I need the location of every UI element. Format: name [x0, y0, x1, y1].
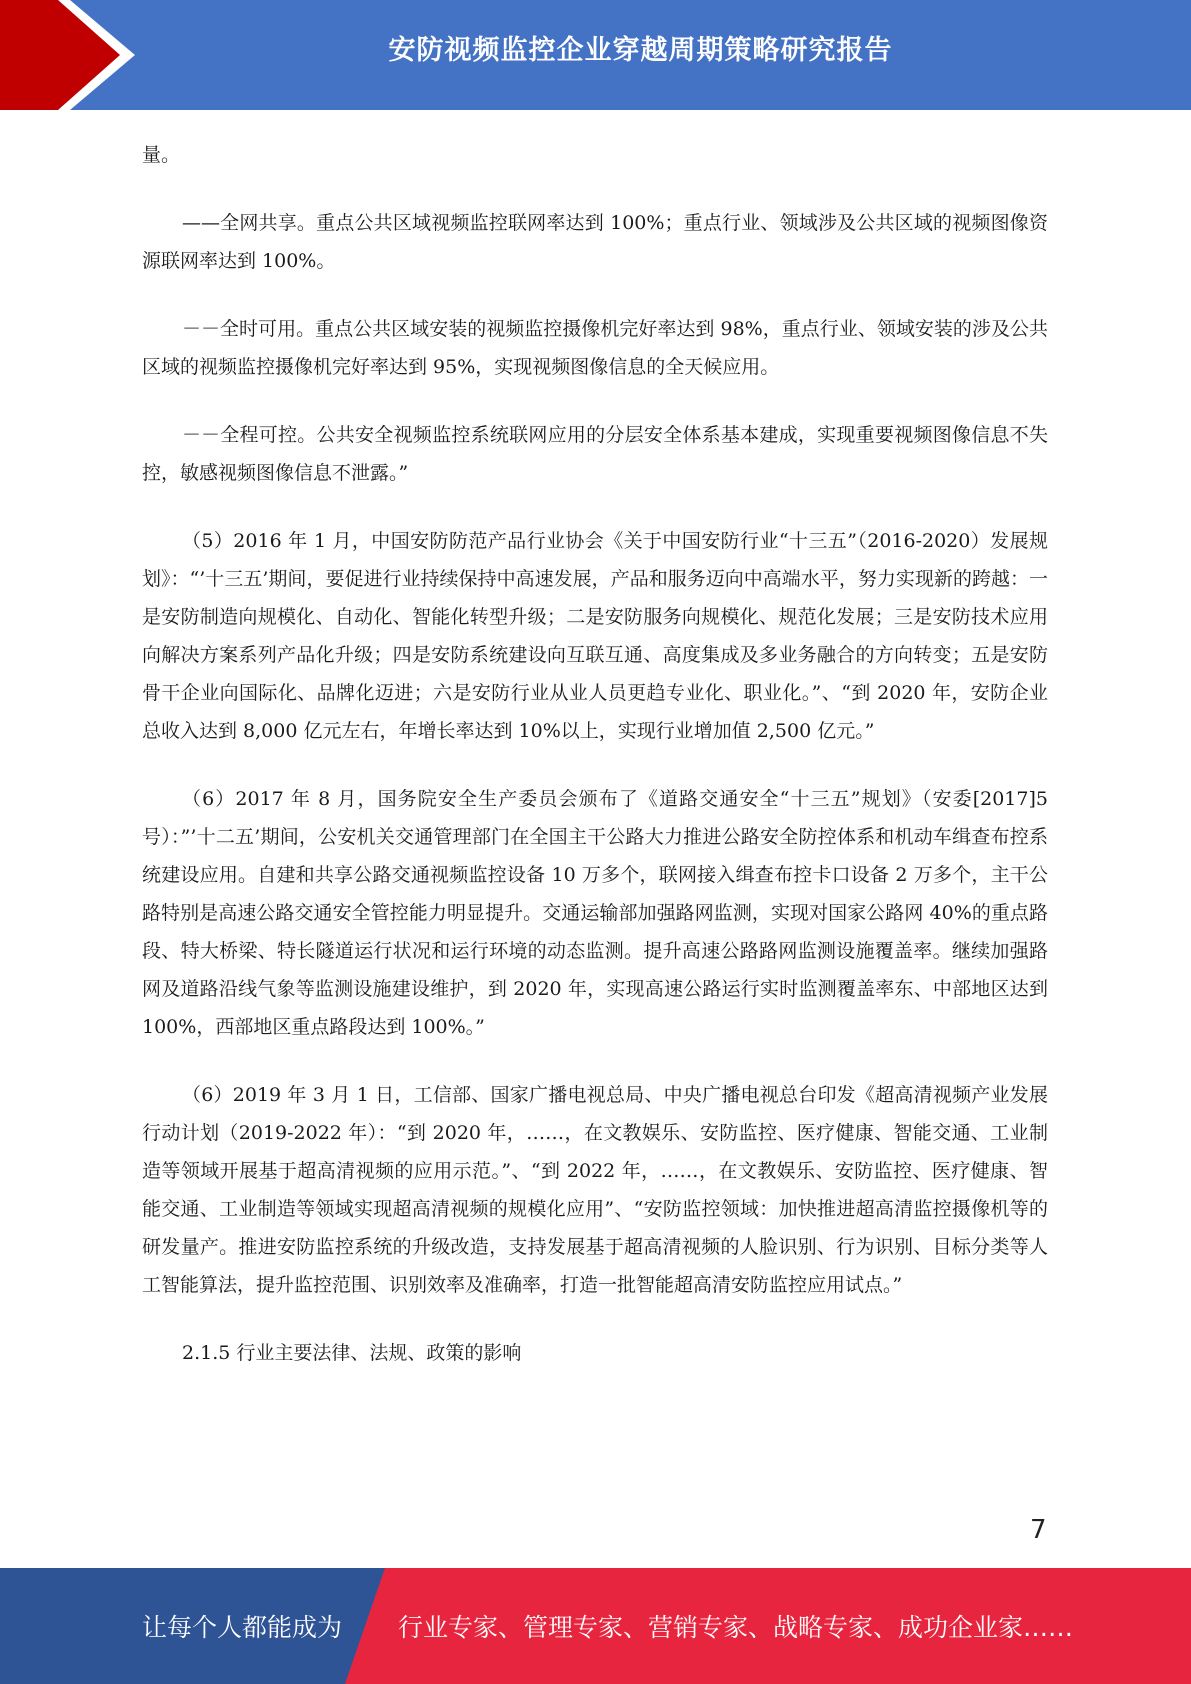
page-header — [0, 0, 1191, 110]
paragraph: （5）2016 年 1 月，中国安防防范产品行业协会《关于中国安防行业“十三五”（2016-2020）发展规划》：“’十三五’期间，要促进行业持续保持中高速发展，产品和服务迈向中高端水平，努力实现新的跨越：一是安防制造向规模化、自动化、智能化转型升级；二是安防服务向规模化、规范化发展；三是安防技术应用向解决方案系列产品化升级；四是安防系统建设向互联互通、高度集成及多业务融合的方向转变；五是安防骨干企业向国际化、品牌化迈进；六是安防行业从业人员更趋专业化、职业化。”、“到 2020 年，安防企业总收入达到 8,000 亿元左右，年增长率达到 10%以上，实现行业增加值 2,500 亿元。” — [142, 530, 1048, 742]
paragraph: 量。 — [142, 144, 181, 166]
footer-slogan-right: 行业专家、管理专家、营销专家、战略专家、成功企业家…… — [398, 1613, 1074, 1642]
report-title: 安防视频监控企业穿越周期策略研究报告 — [388, 35, 893, 66]
chevron-icon — [0, 0, 150, 110]
paragraph: （6）2017 年 8 月，国务院安全生产委员会颁布了《道路交通安全“十三五”规划》（安委[2017]5 号）：”’十二五’期间，公安机关交通管理部门在全国主干公路大力推进公路安全防控体系和机动车缉查布控系统建设应用。自建和共享公路交通视频监控设备 10 万多个，联网接入缉查布控卡口设备 2 万多个，主干公路特别是高速公路交通安全管控能力明显提升。交通运输部加强路网监测，实现对国家公路网 40%的重点路段、特大桥梁、特长隧道运行状况和运行环境的动态监测。提升高速公路路网监测设施覆盖率。继续加强路网及道路沿线气象等监测设施建设维护，到 2020 年，实现高速公路运行实时监测覆盖率东、中部地区达到 100%，西部地区重点路段达到 100%。” — [142, 788, 1048, 1038]
document-body — [142, 136, 1048, 1372]
section-heading: 2.1.5 行业主要法律、法规、政策的影响 — [182, 1342, 522, 1364]
paragraph: －－全时可用。重点公共区域安装的视频监控摄像机完好率达到 98%，重点行业、领域安装的涉及公共区域的视频监控摄像机完好率达到 95%，实现视频图像信息的全天候应用。 — [142, 318, 1048, 378]
paragraph: ——全网共享。重点公共区域视频监控联网率达到 100%；重点行业、领域涉及公共区域的视频图像资源联网率达到 100%。 — [142, 212, 1048, 272]
page-footer — [0, 1568, 1191, 1684]
page-number: 7 — [1030, 1515, 1047, 1545]
paragraph: （6）2019 年 3 月 1 日，工信部、国家广播电视总局、中央广播电视总台印发《超高清视频产业发展行动计划（2019-2022 年）：“到 2020 年，……，在文教娱乐、安防监控、医疗健康、智能交通、工业制造等领域开展基于超高清视频的应用示范。”、“到 2022 年，……，在文教娱乐、安防监控、医疗健康、智能交通、工业制造等领域实现超高清视频的规模化应用”、“安防监控领域：加快推进超高清监控摄像机等的研发量产。推进安防监控系统的升级改造，支持发展基于超高清视频的人脸识别、行为识别、目标分类等人工智能算法，提升监控范围、识别效率及准确率，打造一批智能超高清安防监控应用试点。” — [142, 1084, 1048, 1296]
paragraph: －－全程可控。公共安全视频监控系统联网应用的分层安全体系基本建成，实现重要视频图像信息不失控，敏感视频图像信息不泄露。” — [142, 424, 1048, 484]
footer-slogan-left: 让每个人都能成为 — [142, 1613, 343, 1642]
